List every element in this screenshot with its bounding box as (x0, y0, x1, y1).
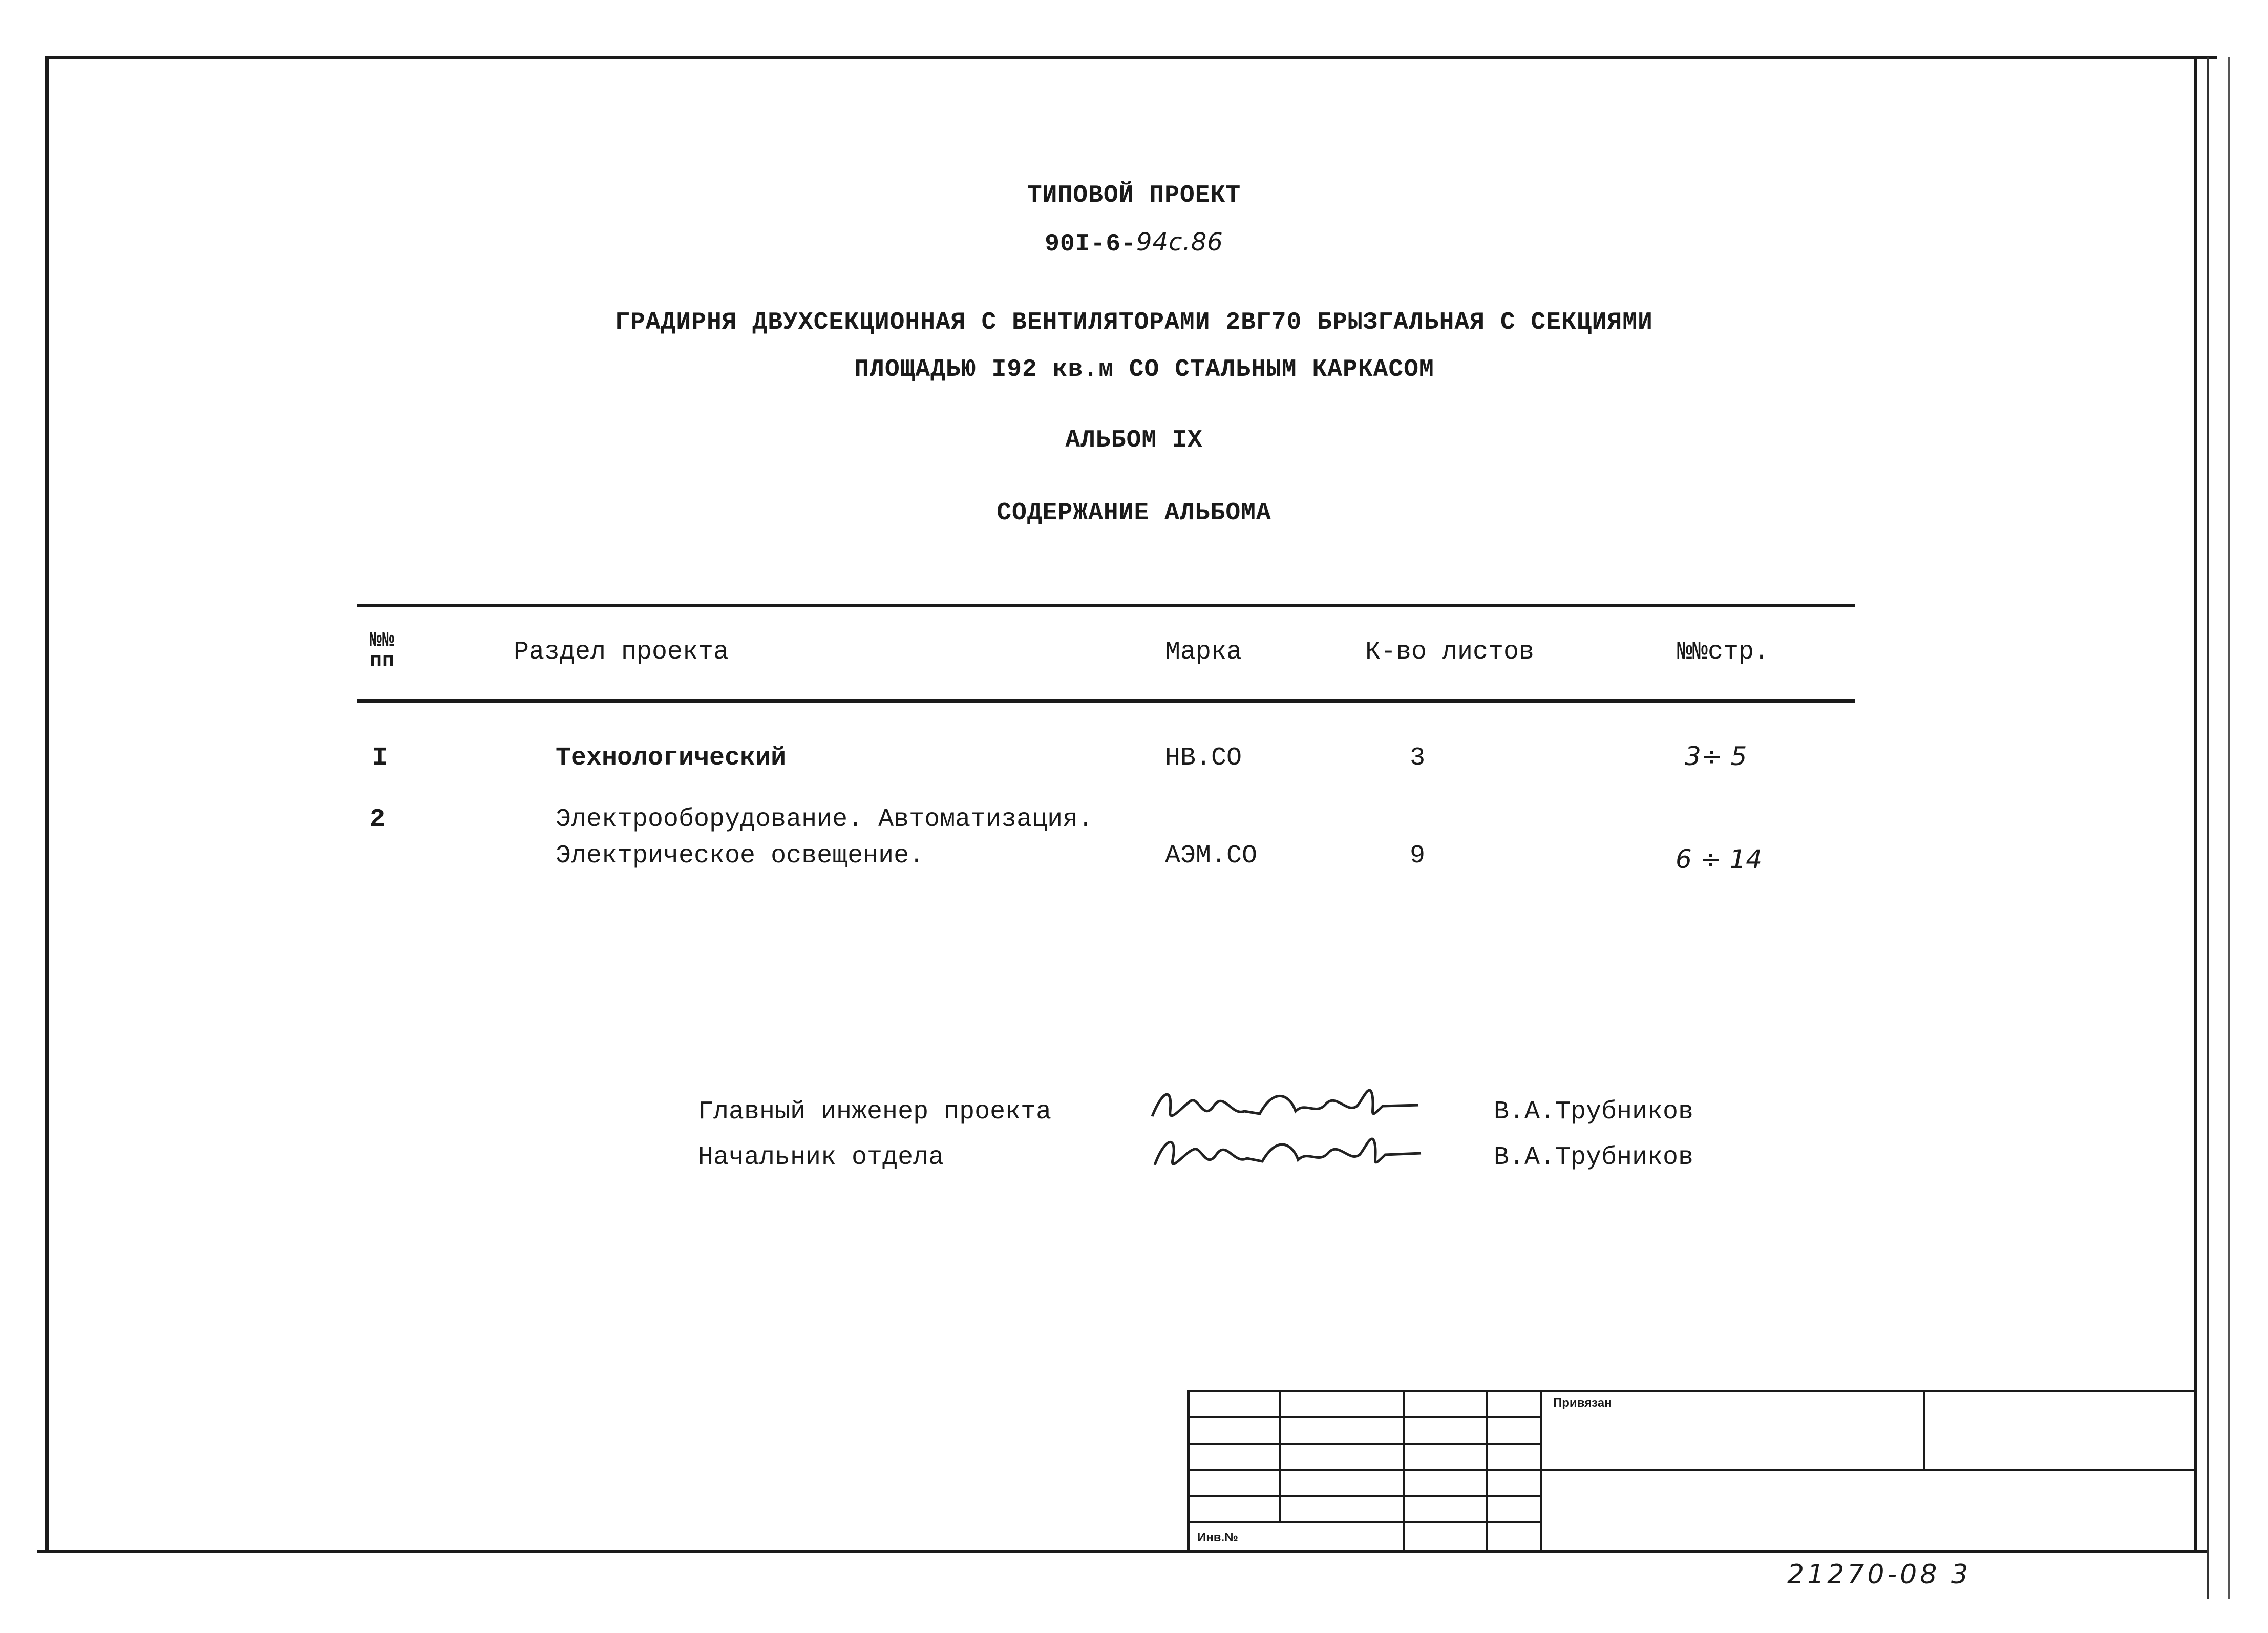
project-type-heading: ТИПОВОЙ ПРОЕКТ (1027, 182, 1241, 209)
signature-role-chief-engineer: Главный инженер проекта (698, 1097, 1052, 1127)
frame-right-border (2194, 56, 2197, 1553)
project-code-printed: 90I-6- (1045, 230, 1136, 258)
column-header-number: №№ пп (370, 629, 395, 673)
row-1-pages: 3÷ 5 (1685, 741, 1747, 771)
sheet-edge-line (2207, 57, 2209, 1599)
project-code-handwritten: 94с.86 (1136, 228, 1223, 257)
document-number: 21270-08 (1787, 1559, 1940, 1590)
project-title-line-2: ПЛОЩАДЬЮ I92 кв.м СО СТАЛЬНЫМ КАРКАСОМ (854, 356, 1434, 384)
project-title-line-1: ГРАДИРНЯ ДВУХСЕКЦИОННАЯ С ВЕНТИЛЯТОРАМИ 2ВГ70 БРЫЗГАЛЬНАЯ С СЕКЦИЯМИ (615, 309, 1653, 336)
row-2-pages: 6 ÷ 14 (1676, 844, 1763, 874)
table-top-rule (357, 604, 1855, 607)
row-1-number: I (372, 744, 388, 773)
page-number: 3 (1951, 1559, 1972, 1590)
table-header-rule (357, 699, 1855, 703)
stamp-label-privyazan: Привязан (1553, 1396, 1612, 1410)
row-2-sheets: 9 (1410, 841, 1426, 871)
column-header-pages: №№стр. (1677, 638, 1770, 667)
handwritten-signature (1142, 1121, 1429, 1183)
row-1-sheets: 3 (1410, 744, 1426, 773)
project-code (0, 228, 2268, 258)
frame-top-border (46, 56, 2217, 59)
row-2-number: 2 (370, 805, 386, 834)
row-1-mark: НВ.СО (1165, 744, 1242, 773)
column-header-section: Раздел проекта (514, 638, 729, 667)
title-block-stamp (1187, 1390, 2196, 1553)
column-header-sheets: К-во листов (1365, 638, 1535, 667)
column-header-mark: Марка (1165, 638, 1242, 667)
signature-role-department-head: Начальник отдела (698, 1143, 944, 1172)
row-1-section: Технологический (556, 744, 787, 773)
sheet-edge-line (2228, 57, 2230, 1599)
row-2-mark: АЭМ.СО (1165, 841, 1258, 871)
album-number: АЛЬБОМ IX (1065, 427, 1203, 454)
row-2-section-line-2: Электрическое освещение. (556, 841, 925, 871)
signature-name-chief-engineer: В.А.Трубников (1494, 1097, 1694, 1127)
signature-name-department-head: В.А.Трубников (1494, 1143, 1694, 1172)
album-contents-heading: СОДЕРЖАНИЕ АЛЬБОМА (997, 499, 1271, 527)
row-2-section-line-1: Электрооборудование. Автоматизация. (556, 805, 1094, 834)
stamp-label-inventory-number: Инв.№ (1197, 1531, 1238, 1544)
frame-left-border (45, 56, 49, 1553)
